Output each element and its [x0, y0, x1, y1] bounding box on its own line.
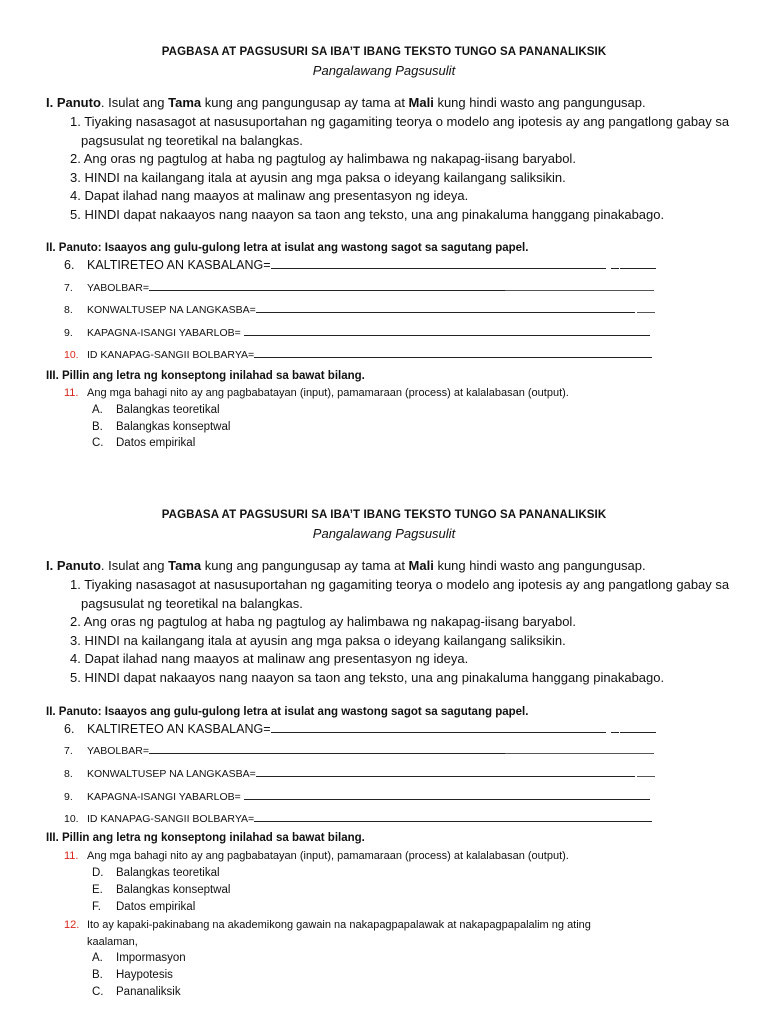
option-b[interactable]: B. Haypotesis: [92, 969, 173, 981]
page-title: PAGBASA AT PAGSUSURI SA IBA’T IBANG TEKSTO TUNGO SA PANANALIKSIK: [161, 46, 607, 58]
page-subtitle: Pangalawang Pagsusulit: [312, 526, 456, 541]
part2-instructions: II. Panuto: Isaayos ang gulu-gulong letra at isulat ang wastong sagot sa sagutang papel.: [46, 706, 529, 718]
list-item: 1. Tiyaking nasasagot at nasusuportahan ng gagamiting teorya o modelo ang ipotesis ay ang pangatlong gabay sa: [70, 114, 730, 129]
answer-blank[interactable]: [244, 326, 650, 336]
list-item: 3. HINDI na kailangang itala at ayusin ang mga paksa o ideyang kailangang saliksikin.: [70, 169, 566, 185]
answer-blank[interactable]: [256, 303, 635, 313]
page-title: PAGBASA AT PAGSUSURI SA IBA’T IBANG TEKSTO TUNGO SA PANANALIKSIK: [161, 509, 607, 521]
page-subtitle: Pangalawang Pagsusulit: [312, 63, 456, 78]
list-item: 2. Ang oras ng pagtulog at haba ng pagtulog ay halimbawa ng nakapag-iisang baryabol.: [70, 151, 576, 166]
part1-instructions: I. Panuto. Isulat ang Tama kung ang pangungusap ay tama at Mali kung hindi wasto ang pangungusap.: [46, 95, 646, 110]
question-11: 11. Ang mga bahagi nito ay ang pagbabatayan (input), pamamaraan (process) at kalalabasan (output).: [64, 850, 569, 862]
option-a[interactable]: A. Impormasyon: [92, 952, 186, 964]
list-item: 5. HINDI dapat nakaayos nang naayon sa taon ang teksto, una ang pinakaluma hanggang pinakabago.: [70, 669, 665, 685]
option-a[interactable]: A. Balangkas teoretikal: [92, 404, 220, 416]
answer-row: 6. KALTIRETEO AN KASBALANG=: [64, 722, 656, 736]
answer-blank[interactable]: [254, 348, 652, 358]
answer-blank[interactable]: [256, 767, 635, 777]
option-b[interactable]: B. Balangkas konseptwal: [92, 421, 231, 433]
list-item: pagsusulat ng teoretikal na balangkas.: [81, 595, 303, 611]
list-item: 5. HINDI dapat nakaayos nang naayon sa taon ang teksto, una ang pinakaluma hanggang pinakabago.: [70, 206, 665, 222]
question-12: 12. Ito ay kapaki-pakinabang na akademikong gawain na nakapagpapalawak at nakapagpapalalim ng ating kaalaman,: [64, 919, 591, 948]
option-c[interactable]: C. Datos empirikal: [92, 437, 196, 449]
answer-row: 6. KALTIRETEO AN KASBALANG=: [64, 258, 656, 272]
list-item: 4. Dapat ilahad nang maayos at malinaw ang presentasyon ng ideya.: [70, 188, 469, 203]
answer-blank[interactable]: [271, 723, 606, 733]
part3-instructions: III. Pillin ang letra ng konseptong inilahad sa bawat bilang.: [46, 370, 365, 382]
answer-row: 7. YABOLBAR=: [64, 281, 654, 294]
answer-blank[interactable]: [244, 790, 650, 800]
answer-blank[interactable]: [254, 812, 652, 822]
part3-instructions: III. Pillin ang letra ng konseptong inilahad sa bawat bilang.: [46, 832, 365, 844]
list-item: 2. Ang oras ng pagtulog at haba ng pagtulog ay halimbawa ng nakapag-iisang baryabol.: [70, 614, 576, 629]
answer-blank[interactable]: [149, 744, 505, 754]
answer-row: 8. KONWALTUSEP NA LANGKASBA=: [64, 303, 655, 316]
part1-items: [70, 576, 730, 687]
option-d[interactable]: D. Balangkas teoretikal: [92, 867, 220, 879]
list-item: 4. Dapat ilahad nang maayos at malinaw ang presentasyon ng ideya.: [70, 651, 469, 666]
answer-row: 9. KAPAGNA-ISANGI YABARLOB=: [64, 790, 650, 803]
question-11: 11. Ang mga bahagi nito ay ang pagbabatayan (input), pamamaraan (process) at kalalabasan (output).: [64, 387, 569, 399]
list-item: 3. HINDI na kailangang itala at ayusin ang mga paksa o ideyang kailangang saliksikin.: [70, 632, 566, 648]
list-item: 1. Tiyaking nasasagot at nasusuportahan ng gagamiting teorya o modelo ang ipotesis ay ang pangatlong gabay sa: [70, 577, 730, 592]
answer-blank[interactable]: [149, 281, 505, 291]
option-c[interactable]: C. Pananaliksik: [92, 986, 181, 998]
answer-blank[interactable]: [271, 259, 606, 269]
answer-row: 8. KONWALTUSEP NA LANGKASBA=: [64, 767, 655, 780]
answer-row: 10. ID KANAPAG-SANGII BOLBARYA=: [64, 812, 652, 825]
part2-instructions: II. Panuto: Isaayos ang gulu-gulong letra at isulat ang wastong sagot sa sagutang papel.: [46, 242, 529, 254]
part1-items: [70, 113, 730, 224]
option-f[interactable]: F. Datos empirikal: [92, 901, 196, 913]
answer-row: 9. KAPAGNA-ISANGI YABARLOB=: [64, 326, 650, 339]
part1-instructions: I. Panuto. Isulat ang Tama kung ang pangungusap ay tama at Mali kung hindi wasto ang pangungusap.: [46, 558, 646, 573]
list-item: pagsusulat ng teoretikal na balangkas.: [81, 132, 303, 148]
answer-row: 7. YABOLBAR=: [64, 744, 654, 757]
answer-row: 10. ID KANAPAG-SANGII BOLBARYA=: [64, 348, 652, 361]
option-e[interactable]: E. Balangkas konseptwal: [92, 884, 231, 896]
